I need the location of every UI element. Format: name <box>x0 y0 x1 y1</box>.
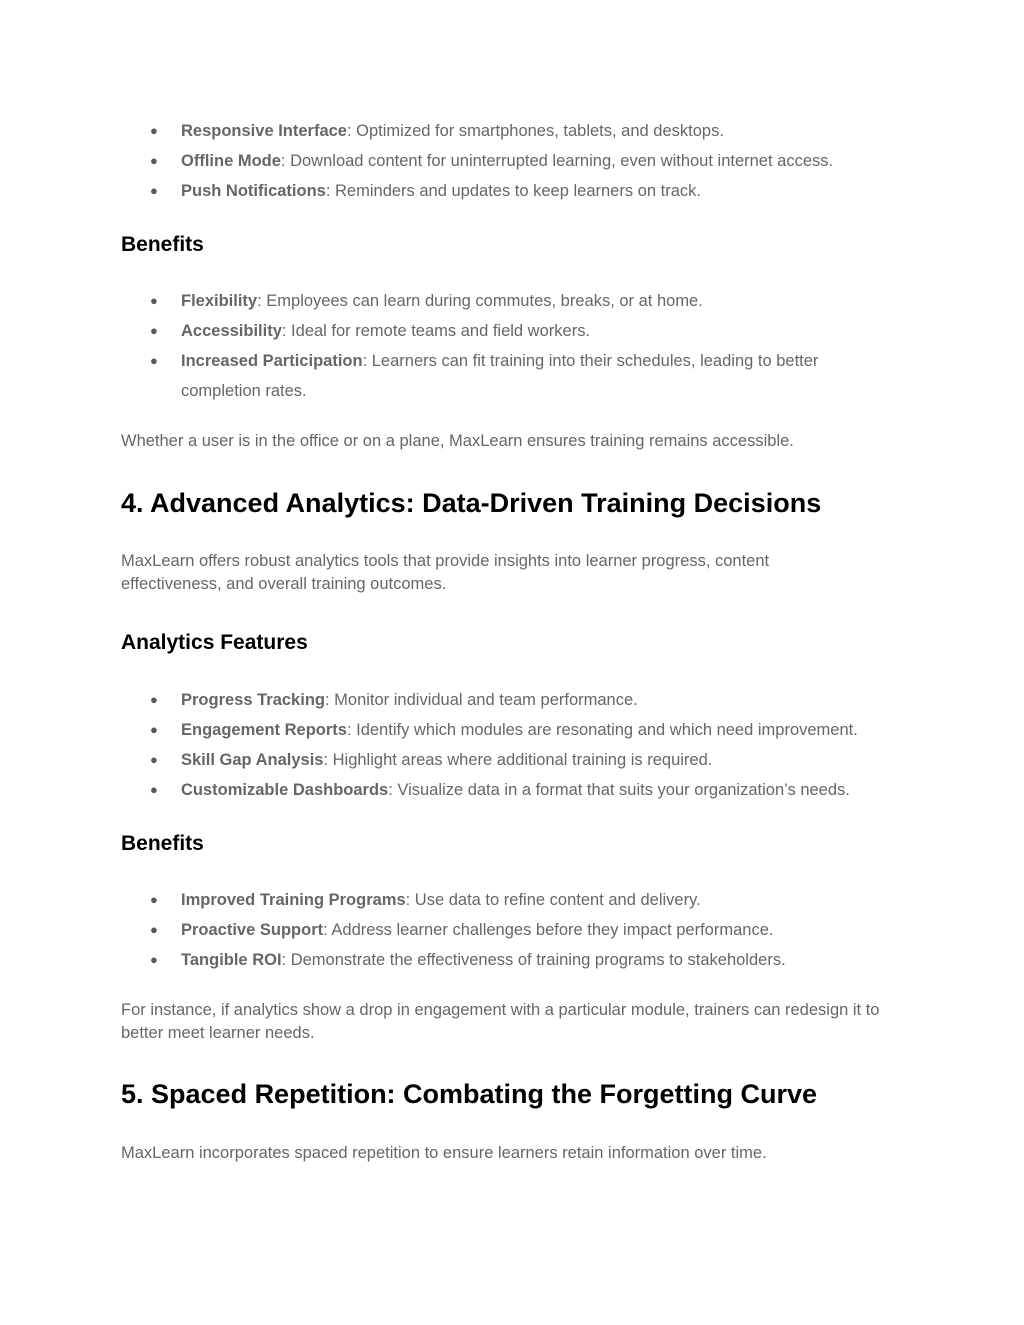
bullet-icon: ● <box>150 952 158 967</box>
bullet-icon: ● <box>150 293 158 308</box>
bullet-icon: ● <box>150 782 158 797</box>
list-item-term: Progress Tracking <box>181 691 325 709</box>
mobile-benefits-list <box>150 286 870 406</box>
bullet-icon: ● <box>150 183 158 198</box>
list-item <box>150 316 870 346</box>
benefits-heading: Benefits <box>121 832 204 855</box>
bullet-icon: ● <box>150 752 158 767</box>
list-item-term: Customizable Dashboards <box>181 781 389 799</box>
list-item-term: Skill Gap Analysis <box>181 751 324 769</box>
bullet-icon: ● <box>150 722 158 737</box>
list-item-term: Responsive Interface <box>181 122 347 140</box>
bullet-icon: ● <box>150 323 158 338</box>
list-item-description: : Download content for uninterrupted learning, even without internet access. <box>280 152 834 170</box>
list-item-description: : Employees can learn during commutes, breaks, or at home. <box>257 292 703 310</box>
list-item-description: : Reminders and updates to keep learners on track. <box>325 182 701 200</box>
list-item-description: : Ideal for remote teams and field workers. <box>281 322 591 340</box>
list-item <box>150 885 910 915</box>
list-item-description: : Identify which modules are resonating and which need improvement. <box>346 721 858 739</box>
mobile-summary-paragraph: Whether a user is in the office or on a plane, MaxLearn ensures training remains accessible. <box>121 432 794 450</box>
bullet-icon: ● <box>150 123 158 138</box>
list-item-description: : Use data to refine content and delivery. <box>405 891 701 909</box>
list-item-term: Tangible ROI <box>181 951 282 969</box>
analytics-intro-paragraph: MaxLearn offers robust analytics tools that provide insights into learner progress, content effectiveness, and overall training outcomes. <box>121 552 770 593</box>
list-item-term: Accessibility <box>181 322 282 340</box>
list-item-description: : Optimized for smartphones, tablets, and desktops. <box>346 122 724 140</box>
list-item <box>150 146 910 176</box>
analytics-features-list <box>150 685 910 805</box>
list-item <box>150 945 910 975</box>
analytics-features-heading: Analytics Features <box>121 631 308 654</box>
spaced-intro-paragraph: MaxLearn incorporates spaced repetition to ensure learners retain information over time. <box>121 1144 767 1162</box>
bullet-icon: ● <box>150 353 158 368</box>
bullet-icon: ● <box>150 692 158 707</box>
section-4-heading: 4. Advanced Analytics: Data-Driven Training Decisions <box>121 488 822 518</box>
list-item-description: : Monitor individual and team performance. <box>324 691 638 709</box>
analytics-example-paragraph: For instance, if analytics show a drop in engagement with a particular module, trainers can redesign it to better meet learner needs. <box>121 1001 880 1042</box>
list-item-term: Engagement Reports <box>181 721 347 739</box>
list-item-term: Proactive Support <box>181 921 324 939</box>
list-item-term: Improved Training Programs <box>181 891 406 909</box>
list-item <box>150 685 910 715</box>
list-item-description: : Demonstrate the effectiveness of training programs to stakeholders. <box>281 951 786 969</box>
list-item-term: Increased Participation <box>181 352 363 370</box>
list-item <box>150 116 910 146</box>
list-item-term: Flexibility <box>181 292 258 310</box>
list-item-term: Offline Mode <box>181 152 281 170</box>
list-item <box>150 286 870 316</box>
bullet-icon: ● <box>150 892 158 907</box>
bullet-icon: ● <box>150 922 158 937</box>
bullet-icon: ● <box>150 153 158 168</box>
list-item <box>150 346 870 406</box>
list-item <box>150 176 910 206</box>
mobile-features-list <box>150 116 910 206</box>
list-item <box>150 745 910 775</box>
list-item-description: : Visualize data in a format that suits your organization’s needs. <box>388 781 850 799</box>
list-item <box>150 775 910 805</box>
list-item <box>150 915 910 945</box>
list-item-term: Push Notifications <box>181 182 326 200</box>
benefits-heading: Benefits <box>121 233 204 256</box>
list-item-description: : Address learner challenges before they impact performance. <box>323 921 774 939</box>
section-5-heading: 5. Spaced Repetition: Combating the Forgetting Curve <box>121 1079 818 1109</box>
list-item-description: : Highlight areas where additional training is required. <box>323 751 713 769</box>
analytics-benefits-list <box>150 885 910 975</box>
list-item <box>150 715 910 745</box>
list-item-description: : Learners can fit training into their schedules, leading to better completion rates. <box>181 352 819 400</box>
